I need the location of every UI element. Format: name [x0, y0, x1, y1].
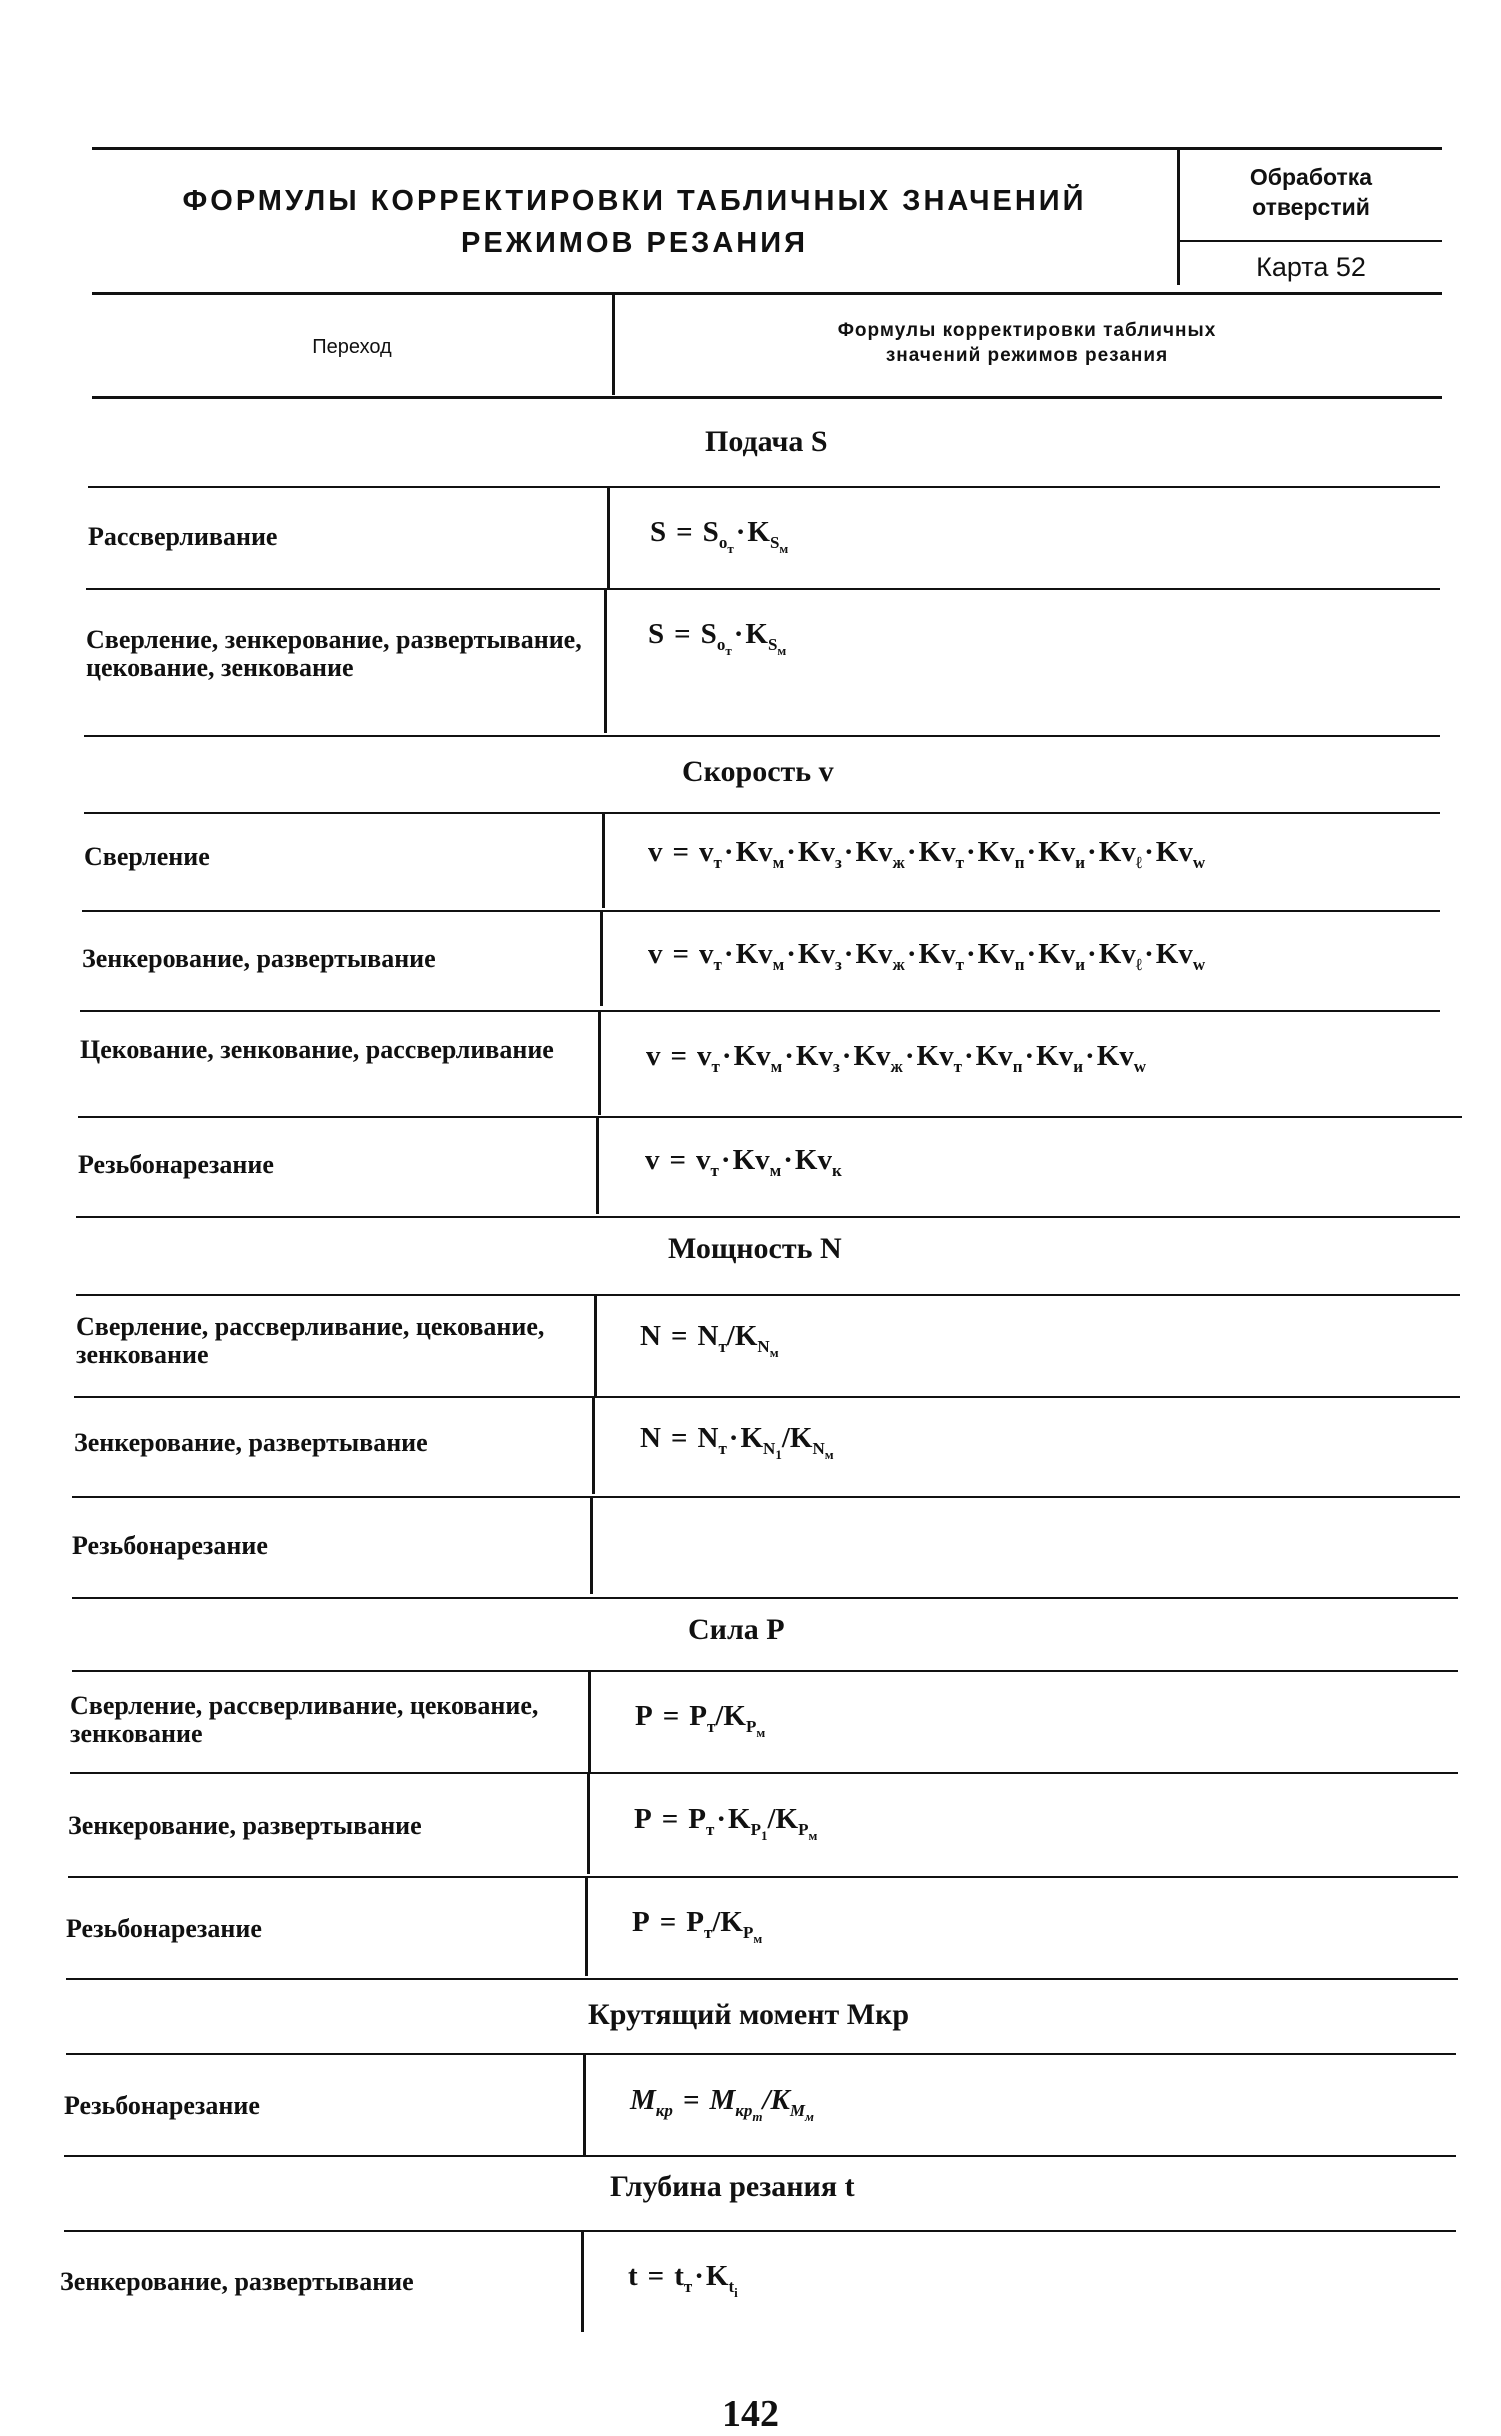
column-header-formula-line-2: значений режимов резания	[885, 345, 1169, 366]
formula-power-1: $N = N_т/K_{N_м}$	[640, 1320, 779, 1360]
row-divider	[600, 912, 603, 1006]
title-line-1: ФОРМУЛЫ КОРРЕКТИРОВКИ ТАБЛИЧНЫХ ЗНАЧЕНИЙ	[182, 185, 1087, 217]
row-rule	[84, 735, 1440, 737]
card-number: Карта 52	[1256, 252, 1366, 282]
row-divider	[604, 590, 607, 733]
formula-speed-3: $v = v_т\cdot Kv_м\cdot Kv_з\cdot Kv_ж\cdot Kv_т\cdot Kv_п\cdot Kv_и\cdot Kv_w$	[646, 1040, 1147, 1076]
page-title	[92, 180, 1177, 264]
row-rule	[72, 1670, 1458, 1672]
row-divider	[592, 1398, 595, 1494]
section-force: Сила P	[688, 1613, 785, 1646]
row-label-torque-1: Резьбонарезание	[64, 2091, 260, 2120]
row-label-feed-2: Сверление, зенкерование, развертывание, цекование, зенкование	[86, 625, 582, 682]
row-rule	[72, 1597, 1458, 1599]
row-label-force-1: Сверление, рассверливание, цекование, зенкование	[70, 1691, 539, 1748]
row-divider	[590, 1498, 593, 1594]
row-label-power-2: Зенкерование, развертывание	[74, 1428, 428, 1457]
section-speed: Скорость v	[682, 755, 834, 788]
row-divider	[583, 2055, 586, 2155]
row-divider	[588, 1672, 591, 1772]
column-header-formula	[612, 318, 1442, 368]
row-label-speed-3: Цекование, зенкование, рассверливание	[80, 1035, 554, 1064]
row-rule	[88, 486, 1440, 488]
row-rule	[82, 910, 1440, 912]
row-divider	[581, 2232, 584, 2332]
row-rule	[66, 1978, 1458, 1980]
row-rule	[86, 588, 1440, 590]
column-header-formula-line-1: Формулы корректировки табличных	[837, 320, 1217, 341]
process-line-2: отверстий	[1252, 194, 1370, 220]
row-label-depth-1: Зенкерование, развертывание	[60, 2267, 414, 2296]
formula-power-2: $N = N_т\cdot K_{N_1}/K_{N_м}$	[640, 1422, 834, 1462]
header-bottom-rule	[92, 292, 1442, 295]
formula-force-1: $P = P_т/K_{P_м}$	[635, 1700, 766, 1740]
row-label-force-3: Резьбонарезание	[66, 1914, 262, 1943]
row-label-speed-1: Сверление	[84, 842, 210, 871]
row-rule	[68, 1876, 1458, 1878]
header-top-rule	[92, 147, 1442, 150]
row-rule	[76, 1294, 1460, 1296]
column-header-operation: Переход	[312, 336, 392, 358]
column-header-rule	[92, 396, 1442, 399]
row-rule	[78, 1116, 1462, 1118]
row-rule	[64, 2230, 1456, 2232]
title-line-2: РЕЖИМОВ РЕЗАНИЯ	[461, 227, 808, 259]
formula-speed-2: $v = v_т\cdot Kv_м\cdot Kv_з\cdot Kv_ж\cdot Kv_т\cdot Kv_п\cdot Kv_и\cdot Kv_\ell\cdot Kv_w$	[648, 938, 1206, 974]
row-divider	[607, 488, 610, 588]
row-divider	[594, 1296, 597, 1396]
formula-speed-4: $v = v_т\cdot Kv_м\cdot Kv_к$	[645, 1144, 842, 1180]
formula-feed-2: $S = S_{о_т}\cdot K_{S_м}$	[648, 618, 787, 658]
process-line-1: Обработка	[1249, 164, 1373, 190]
section-depth: Глубина резания t	[610, 2170, 855, 2203]
row-label-speed-2: Зенкерование, развертывание	[82, 944, 436, 973]
formula-torque-1: $M_{кр} = M_{кр_т}/K_{M_м}$	[630, 2084, 814, 2124]
row-divider	[598, 1012, 601, 1115]
formula-depth-1: $t = t_т\cdot K_{t_i}$	[628, 2260, 738, 2300]
row-divider	[585, 1878, 588, 1976]
section-feed: Подача S	[705, 425, 828, 458]
section-power: Мощность N	[668, 1232, 842, 1265]
section-torque: Крутящий момент Mкр	[588, 1998, 910, 2031]
formula-force-3: $P = P_т/K_{P_м}$	[632, 1906, 763, 1946]
row-divider	[602, 814, 605, 908]
process-label	[1180, 162, 1442, 222]
row-rule	[84, 812, 1440, 814]
formula-force-2: $P = P_т\cdot K_{P_1}/K_{P_м}$	[634, 1803, 818, 1843]
row-rule	[74, 1396, 1460, 1398]
row-divider	[587, 1774, 590, 1874]
row-rule	[70, 1772, 1458, 1774]
formula-speed-1: $v = v_т\cdot Kv_м\cdot Kv_з\cdot Kv_ж\cdot Kv_т\cdot Kv_п\cdot Kv_и\cdot Kv_\ell\cdot Kv_w$	[648, 836, 1206, 872]
formula-feed-1: $S = S_{о_т}\cdot K_{S_м}$	[650, 516, 789, 556]
row-label-feed-1: Рассверливание	[88, 522, 278, 551]
row-rule	[72, 1496, 1460, 1498]
row-label-speed-4: Резьбонарезание	[78, 1150, 274, 1179]
row-label-power-1: Сверление, рассверливание, цекование, зенкование	[76, 1312, 545, 1369]
row-label-force-2: Зенкерование, развертывание	[68, 1811, 422, 1840]
row-label-power-3: Резьбонарезание	[72, 1531, 268, 1560]
row-rule	[76, 1216, 1460, 1218]
row-rule	[80, 1010, 1440, 1012]
row-rule	[64, 2155, 1456, 2157]
row-rule	[66, 2053, 1456, 2055]
row-divider	[596, 1118, 599, 1214]
header-mid-rule	[1180, 240, 1442, 242]
page-number: 142	[722, 2393, 779, 2435]
